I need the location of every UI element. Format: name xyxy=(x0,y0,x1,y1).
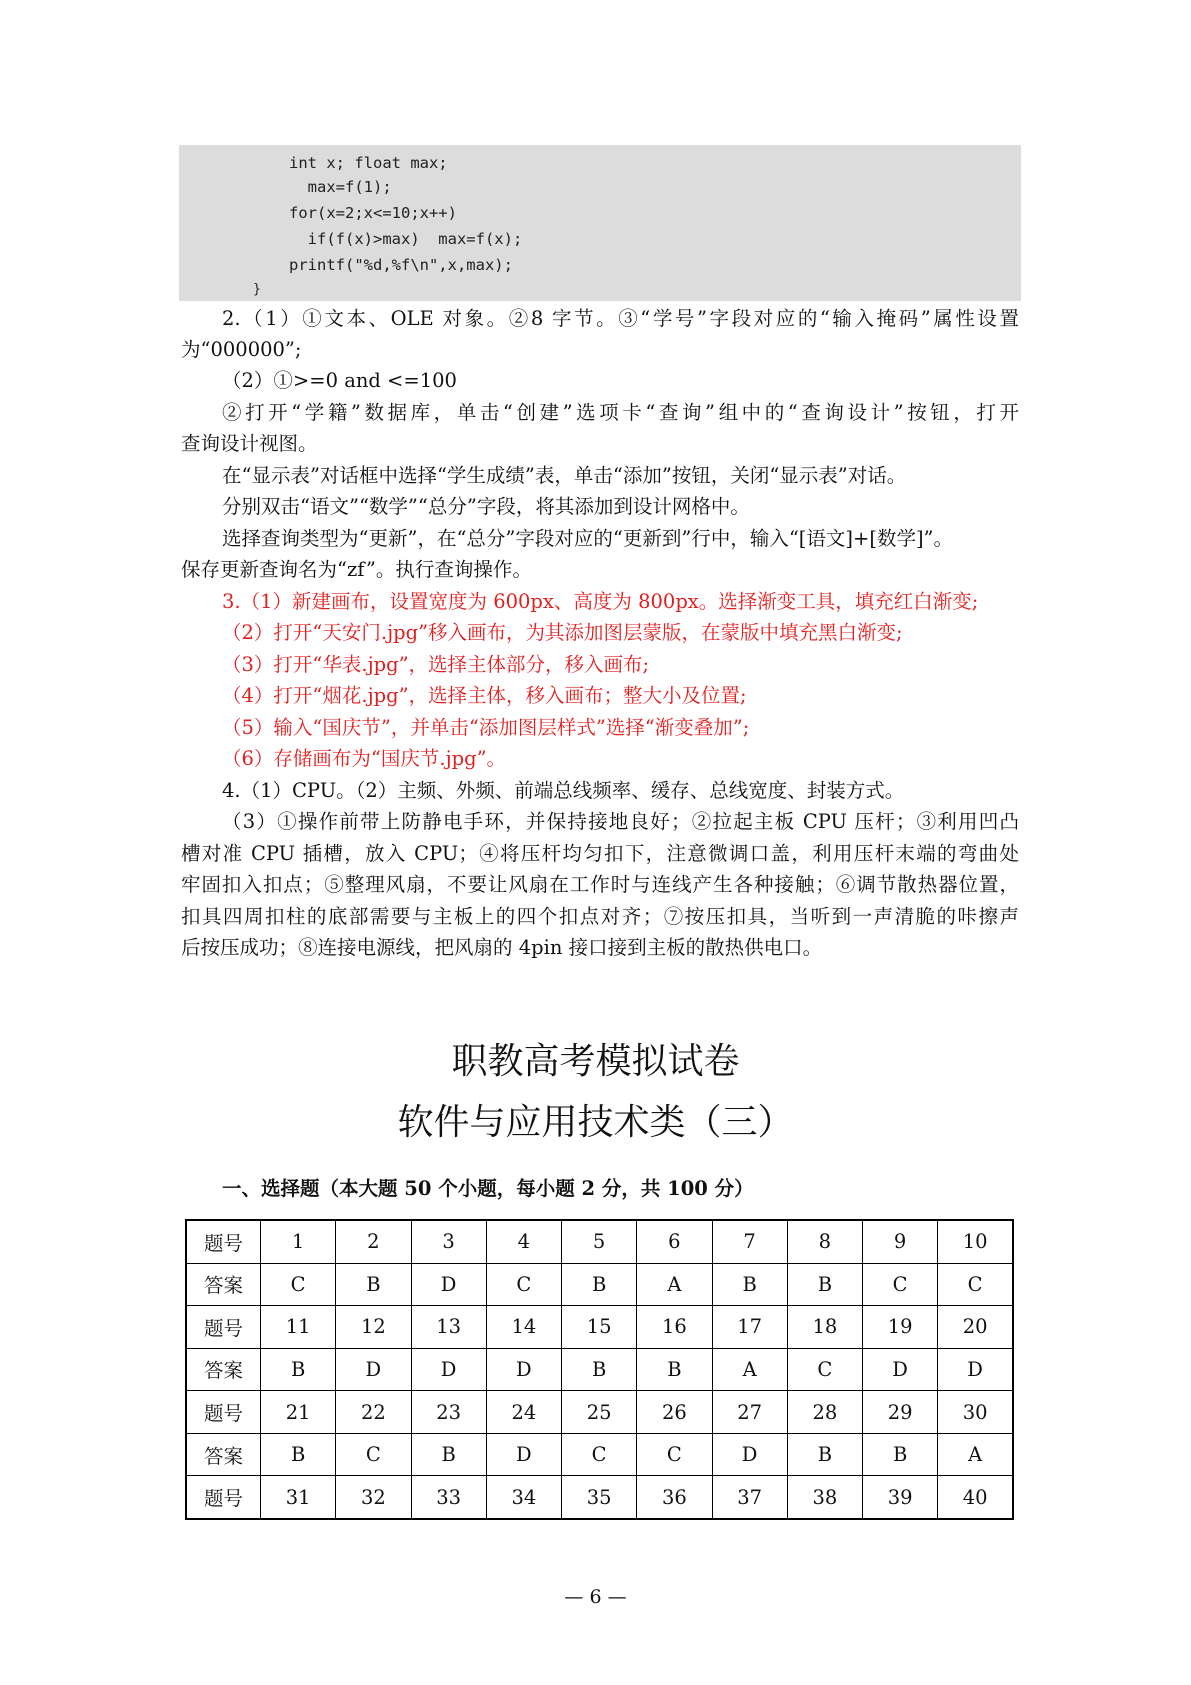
answer2-line: 查询设计视图。 xyxy=(181,432,318,455)
table-cell: 13 xyxy=(411,1306,486,1349)
table-row xyxy=(186,1220,1013,1263)
exam-title: 职教高考模拟试卷 xyxy=(451,1041,740,1082)
answer2-line: 2.（1）①文本、OLE 对象。②8 字节。③“学号”字段对应的“输入掩码”属性设置 xyxy=(222,307,1019,330)
table-cell: C xyxy=(486,1263,561,1306)
table-row xyxy=(186,1348,1013,1391)
answer2-line: 为“000000”; xyxy=(181,338,302,361)
table-cell: 32 xyxy=(336,1476,411,1519)
table-cell: D xyxy=(336,1348,411,1391)
exam-subtitle: 软件与应用技术类（三） xyxy=(397,1102,794,1143)
table-cell: C xyxy=(336,1433,411,1476)
answer3-line: （6）存储画布为“国庆节.jpg”。 xyxy=(222,747,507,770)
table-cell: B xyxy=(863,1433,938,1476)
table-cell: A xyxy=(938,1433,1013,1476)
table-cell: B xyxy=(562,1348,637,1391)
table-cell: 31 xyxy=(261,1476,336,1519)
row-header-cell: 题号 xyxy=(186,1391,261,1434)
answer3-line: （4）打开“烟花.jpg”，选择主体，移入画布；整大小及位置; xyxy=(222,684,747,707)
table-cell: 10 xyxy=(938,1220,1013,1263)
table-cell: 7 xyxy=(712,1220,787,1263)
table-cell: C xyxy=(863,1263,938,1306)
table-cell: D xyxy=(863,1348,938,1391)
table-cell: 28 xyxy=(787,1391,862,1434)
table-cell: 26 xyxy=(637,1391,712,1434)
table-cell: 23 xyxy=(411,1391,486,1434)
table-cell: D xyxy=(938,1348,1013,1391)
table-cell: 8 xyxy=(787,1220,862,1263)
table-cell: 15 xyxy=(562,1306,637,1349)
code-line: printf("%d,%f\n",x,max); xyxy=(289,256,513,274)
code-line: int x; float max; xyxy=(289,154,448,172)
table-row xyxy=(186,1391,1013,1434)
table-cell: 25 xyxy=(562,1391,637,1434)
table-cell: 16 xyxy=(637,1306,712,1349)
answer3-line: （5）输入“国庆节”，并单击“添加图层样式”选择“渐变叠加”; xyxy=(222,716,750,739)
code-line: } xyxy=(253,282,261,297)
table-cell: D xyxy=(411,1348,486,1391)
row-header-cell: 答案 xyxy=(186,1433,261,1476)
table-cell: 40 xyxy=(938,1476,1013,1519)
table-cell: C xyxy=(261,1263,336,1306)
table-cell: B xyxy=(261,1433,336,1476)
table-cell: 30 xyxy=(938,1391,1013,1434)
code-block xyxy=(179,145,1021,301)
row-header-cell: 题号 xyxy=(186,1220,261,1263)
answer2-line: 在“显示表”对话框中选择“学生成绩”表，单击“添加”按钮，关闭“显示表”对话。 xyxy=(222,464,907,487)
answer4-line: 后按压成功；⑧连接电源线，把风扇的 4pin 接口接到主板的散热供电口。 xyxy=(181,936,823,959)
table-cell: 2 xyxy=(336,1220,411,1263)
table-cell: 14 xyxy=(486,1306,561,1349)
answer4-line: 扣具四周扣柱的底部需要与主板上的四个扣点对齐；⑦按压扣具，当听到一声清脆的咔擦声 xyxy=(181,905,1019,928)
code-line: for(x=2;x<=10;x++) xyxy=(289,204,457,222)
table-cell: 21 xyxy=(261,1391,336,1434)
table-cell: B xyxy=(336,1263,411,1306)
answer4-line: 牢固扣入扣点；⑤整理风扇，不要让风扇在工作时与连线产生各种接触；⑥调节散热器位置， xyxy=(181,873,1019,896)
table-cell: B xyxy=(411,1433,486,1476)
code-line: if(f(x)>max) max=f(x); xyxy=(289,230,523,248)
answer2-line: 保存更新查询名为“zf”。执行查询操作。 xyxy=(181,558,532,581)
table-cell: B xyxy=(637,1348,712,1391)
answer3-line: （2）打开“天安门.jpg”移入画布，为其添加图层蒙版，在蒙版中填充黑白渐变; xyxy=(222,621,903,644)
table-cell: 6 xyxy=(637,1220,712,1263)
row-header-cell: 答案 xyxy=(186,1263,261,1306)
page-number: — 6 — xyxy=(564,1586,627,1608)
table-cell: D xyxy=(486,1433,561,1476)
answer2-line: （2）①>=0 and <=100 xyxy=(222,369,457,392)
table-row xyxy=(186,1306,1013,1349)
answer3-line: （3）打开“华表.jpg”，选择主体部分，移入画布; xyxy=(222,653,650,676)
table-cell: C xyxy=(562,1433,637,1476)
answer2-line: 分别双击“语文”“数学”“总分”字段，将其添加到设计网格中。 xyxy=(222,495,750,518)
table-cell: C xyxy=(787,1348,862,1391)
table-cell: 33 xyxy=(411,1476,486,1519)
table-cell: 3 xyxy=(411,1220,486,1263)
table-cell: 19 xyxy=(863,1306,938,1349)
table-cell: 11 xyxy=(261,1306,336,1349)
table-cell: 1 xyxy=(261,1220,336,1263)
table-cell: 39 xyxy=(863,1476,938,1519)
answer2-line: 选择查询类型为“更新”，在“总分”字段对应的“更新到”行中，输入“[语文]+[数学]”。 xyxy=(222,527,954,550)
table-cell: 36 xyxy=(637,1476,712,1519)
row-header-cell: 题号 xyxy=(186,1476,261,1519)
table-cell: 35 xyxy=(562,1476,637,1519)
table-cell: B xyxy=(562,1263,637,1306)
answer4-line: 槽对准 CPU 插槽，放入 CPU；④将压杆均匀扣下，注意微调口盖，利用压杆末端的弯曲处 xyxy=(181,842,1019,865)
table-cell: D xyxy=(486,1348,561,1391)
table-cell: 5 xyxy=(562,1220,637,1263)
table-cell: 20 xyxy=(938,1306,1013,1349)
table-cell: 9 xyxy=(863,1220,938,1263)
table-cell: 18 xyxy=(787,1306,862,1349)
code-line: max=f(1); xyxy=(289,178,392,196)
table-cell: B xyxy=(787,1263,862,1306)
table-cell: 24 xyxy=(486,1391,561,1434)
answer2-line: ②打开“学籍”数据库，单击“创建”选项卡“查询”组中的“查询设计”按钮，打开 xyxy=(222,401,1019,424)
answer4-line: （3）①操作前带上防静电手环，并保持接地良好；②拉起主板 CPU 压杆；③利用凹凸 xyxy=(222,810,1019,833)
answer-table xyxy=(185,1219,1014,1520)
table-cell: C xyxy=(938,1263,1013,1306)
row-header-cell: 答案 xyxy=(186,1348,261,1391)
table-row xyxy=(186,1263,1013,1306)
table-cell: B xyxy=(261,1348,336,1391)
table-cell: 27 xyxy=(712,1391,787,1434)
table-cell: 37 xyxy=(712,1476,787,1519)
table-cell: 38 xyxy=(787,1476,862,1519)
answer3-line: 3.（1）新建画布，设置宽度为 600px、高度为 800px。选择渐变工具，填充红白渐变; xyxy=(222,590,979,613)
table-cell: A xyxy=(712,1348,787,1391)
table-cell: 12 xyxy=(336,1306,411,1349)
table-cell: C xyxy=(637,1433,712,1476)
table-cell: A xyxy=(637,1263,712,1306)
table-cell: D xyxy=(411,1263,486,1306)
table-cell: 4 xyxy=(486,1220,561,1263)
answer4-line: 4.（1）CPU。（2）主频、外频、前端总线频率、缓存、总线宽度、封装方式。 xyxy=(222,779,905,802)
section-heading: 一、选择题（本大题 50 个小题，每小题 2 分，共 100 分） xyxy=(222,1177,754,1200)
table-row xyxy=(186,1433,1013,1476)
table-cell: 34 xyxy=(486,1476,561,1519)
table-cell: B xyxy=(712,1263,787,1306)
table-cell: B xyxy=(787,1433,862,1476)
row-header-cell: 题号 xyxy=(186,1306,261,1349)
table-cell: 29 xyxy=(863,1391,938,1434)
table-row xyxy=(186,1476,1013,1519)
table-cell: 22 xyxy=(336,1391,411,1434)
table-cell: 17 xyxy=(712,1306,787,1349)
table-cell: D xyxy=(712,1433,787,1476)
